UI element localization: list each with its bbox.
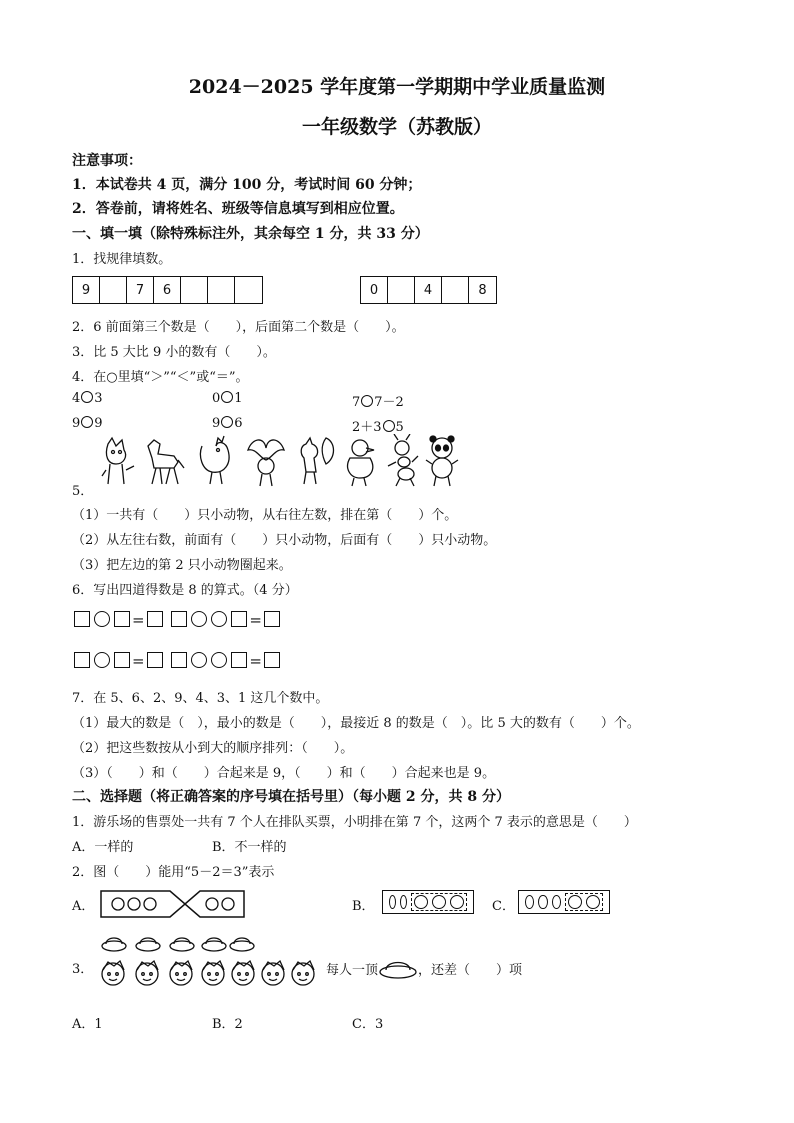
blank-circle[interactable] bbox=[211, 611, 227, 627]
question-7-3: （3）（ ）和（ ）合起来是 9，（ ）和（ ）合起来也是 9。 bbox=[72, 766, 496, 781]
child-icon bbox=[136, 961, 158, 985]
compare-item bbox=[72, 416, 103, 431]
question-5-2: （2）从左往右数，前面有（ ）只小动物，后面有（ ）只小动物。 bbox=[72, 533, 497, 548]
question-6: 6．写出四道得数是 8 的算式。（4 分） bbox=[72, 583, 298, 598]
compare-left: 2＋3 bbox=[352, 420, 382, 435]
question-7-2: （2）把这些数按从小到大的顺序排列：（ ）。 bbox=[72, 741, 354, 756]
notice-heading: 注意事项： bbox=[72, 153, 142, 169]
section1-heading: 一、填一填（除特殊标注外，其余每空 1 分，共 33 分） bbox=[72, 226, 429, 242]
compare-right: 3 bbox=[94, 391, 103, 406]
circle-icon bbox=[389, 895, 396, 909]
blank-circle[interactable] bbox=[211, 652, 227, 668]
peacock-icon bbox=[248, 440, 284, 486]
compare-item bbox=[72, 391, 103, 406]
child-icon bbox=[202, 961, 224, 985]
choice-option-b[interactable]: B．2 bbox=[212, 1017, 243, 1032]
duck-icon bbox=[348, 440, 374, 486]
choice-question-1: 1．游乐场的售票处一共有 7 个人在排队买票，小明排在第 7 个，这两个 7 表示的意思是（ ） bbox=[72, 815, 637, 830]
circle-icon bbox=[552, 895, 561, 909]
compare-right: 5 bbox=[395, 420, 404, 435]
choice-option-a[interactable]: A．1 bbox=[72, 1017, 103, 1032]
child-icon bbox=[262, 961, 284, 985]
compare-left: 9 bbox=[212, 416, 221, 431]
formula-blanks-row: = = bbox=[72, 652, 282, 670]
compare-item bbox=[212, 391, 243, 406]
question-5: 5． bbox=[72, 484, 94, 499]
question-5-1: （1）一共有（ ）只小动物，从右往左数，排在第（ ）个。 bbox=[72, 508, 458, 523]
child-icon bbox=[170, 961, 192, 985]
sequence-blank[interactable] bbox=[235, 277, 262, 303]
blank-box[interactable] bbox=[171, 652, 187, 668]
compare-circle-input[interactable] bbox=[221, 416, 233, 428]
choice-option-b[interactable]: B．不一样的 bbox=[212, 840, 287, 855]
compare-circle-input[interactable] bbox=[383, 420, 395, 432]
compare-right: 1 bbox=[234, 391, 243, 406]
sequence-blank[interactable] bbox=[100, 277, 127, 303]
choice-option-a[interactable]: A．一样的 bbox=[72, 840, 134, 855]
sequence-2 bbox=[360, 276, 497, 304]
compare-right: 6 bbox=[234, 416, 243, 431]
hat-icon bbox=[230, 938, 254, 951]
hat-icon bbox=[102, 938, 126, 951]
circle-icon bbox=[538, 895, 547, 909]
hat-icon bbox=[202, 938, 226, 951]
blank-box[interactable] bbox=[74, 611, 90, 627]
blank-box[interactable] bbox=[231, 652, 247, 668]
sequence-blank[interactable] bbox=[181, 277, 208, 303]
sequence-cell: 0 bbox=[361, 277, 388, 303]
option-b-diagram bbox=[382, 890, 474, 914]
child-icon bbox=[292, 961, 314, 985]
hat-icon bbox=[136, 938, 160, 951]
notice-item-1: 1．本试卷共 4 页，满分 100 分，考试时间 60 分钟； bbox=[72, 177, 422, 193]
question-1: 1．找规律填数。 bbox=[72, 252, 172, 267]
compare-item bbox=[352, 391, 404, 410]
circle-icon bbox=[586, 895, 600, 909]
child-icon bbox=[102, 961, 124, 985]
choice-question-3-label: 3． bbox=[72, 962, 94, 977]
hats-and-children-illustration bbox=[96, 932, 326, 998]
circle-icon bbox=[568, 895, 582, 909]
option-a-diagram bbox=[100, 889, 246, 919]
option-c-label[interactable]: C． bbox=[492, 899, 515, 914]
compare-item bbox=[352, 416, 404, 435]
blank-box[interactable] bbox=[147, 611, 163, 627]
option-b-label[interactable]: B． bbox=[352, 899, 375, 914]
exam-subtitle: 一年级数学（苏教版） bbox=[301, 116, 492, 138]
question-3: 3．比 5 大比 9 小的数有（ ）。 bbox=[72, 345, 276, 360]
compare-right: 9 bbox=[94, 416, 103, 431]
sequence-cell: 7 bbox=[127, 277, 154, 303]
circle-icon bbox=[525, 895, 534, 909]
blank-box[interactable] bbox=[114, 611, 130, 627]
blank-box[interactable] bbox=[264, 611, 280, 627]
compare-circle-input[interactable] bbox=[361, 395, 373, 407]
compare-circle-input[interactable] bbox=[81, 391, 93, 403]
circle-icon bbox=[432, 895, 446, 909]
compare-right: 7－2 bbox=[374, 395, 404, 410]
sequence-blank[interactable] bbox=[442, 277, 469, 303]
q3-text-a: 每人一顶 bbox=[326, 963, 379, 978]
dashed-group bbox=[411, 893, 467, 911]
compare-circle-input[interactable] bbox=[81, 416, 93, 428]
blank-box[interactable] bbox=[114, 652, 130, 668]
sequence-blank[interactable] bbox=[388, 277, 415, 303]
blank-box[interactable] bbox=[171, 611, 187, 627]
blank-circle[interactable] bbox=[94, 611, 110, 627]
compare-item bbox=[212, 416, 243, 431]
question-7-1: （1）最大的数是（ ），最小的数是（ ），最接近 8 的数是（ ）。比 5 大的数有（ ）个。 bbox=[72, 716, 640, 731]
blank-circle[interactable] bbox=[94, 652, 110, 668]
compare-left: 4 bbox=[72, 391, 81, 406]
compare-left: 7 bbox=[352, 395, 361, 410]
blank-circle[interactable] bbox=[191, 611, 207, 627]
choice-option-c[interactable]: C．3 bbox=[352, 1017, 384, 1032]
sequence-cell: 4 bbox=[415, 277, 442, 303]
question-2: 2．6 前面第三个数是（ ），后面第二个数是（ ）。 bbox=[72, 320, 405, 335]
formula-blanks-row: = = bbox=[72, 611, 282, 629]
compare-left: 0 bbox=[212, 391, 221, 406]
hat-icon bbox=[378, 958, 418, 980]
question-7: 7．在 5、6、2、9、4、3、1 这几个数中。 bbox=[72, 691, 329, 706]
sequence-1 bbox=[72, 276, 263, 304]
option-c-diagram bbox=[518, 890, 610, 914]
choice-question-2: 2．图（ ）能用“5－2＝3”表示 bbox=[72, 865, 275, 880]
sequence-blank[interactable] bbox=[208, 277, 235, 303]
sequence-cell: 6 bbox=[154, 277, 181, 303]
blank-box[interactable] bbox=[264, 652, 280, 668]
compare-circle-input[interactable] bbox=[221, 391, 233, 403]
sequence-cell: 8 bbox=[478, 282, 487, 298]
sequence-cell: 9 bbox=[73, 277, 100, 303]
hat-icon bbox=[170, 938, 194, 951]
dashed-group bbox=[565, 893, 603, 911]
notice-item-2: 2．答卷前，请将姓名、班级等信息填写到相应位置。 bbox=[72, 201, 404, 217]
child-icon bbox=[232, 961, 254, 985]
blank-box[interactable] bbox=[231, 611, 247, 627]
compare-left: 9 bbox=[72, 416, 81, 431]
horse-icon bbox=[148, 440, 184, 484]
question-5-3: （3）把左边的第 2 只小动物圈起来。 bbox=[72, 558, 292, 573]
ant-icon bbox=[388, 434, 418, 486]
section2-heading: 二、选择题（将正确答案的序号填在括号里）（每小题 2 分，共 8 分） bbox=[72, 789, 510, 805]
choice-question-3-text bbox=[326, 958, 522, 980]
circle-icon bbox=[400, 895, 407, 909]
wolf-icon bbox=[102, 438, 134, 484]
exam-title: 2024－2025 学年度第一学期期中学业质量监测 bbox=[188, 76, 606, 98]
circle-icon bbox=[450, 895, 464, 909]
q3-text-b: ，还差（ ）项 bbox=[418, 963, 523, 978]
animals-illustration bbox=[92, 434, 472, 490]
blank-circle[interactable] bbox=[191, 652, 207, 668]
circle-icon bbox=[414, 895, 428, 909]
blank-box[interactable] bbox=[74, 652, 90, 668]
blank-box[interactable] bbox=[147, 652, 163, 668]
option-a-label[interactable]: A． bbox=[72, 899, 95, 914]
question-4: 4．在○里填“＞”“＜”或“＝”。 bbox=[72, 370, 249, 385]
panda-icon bbox=[426, 436, 458, 486]
squirrel-icon bbox=[301, 438, 333, 484]
rooster-icon bbox=[200, 436, 229, 484]
